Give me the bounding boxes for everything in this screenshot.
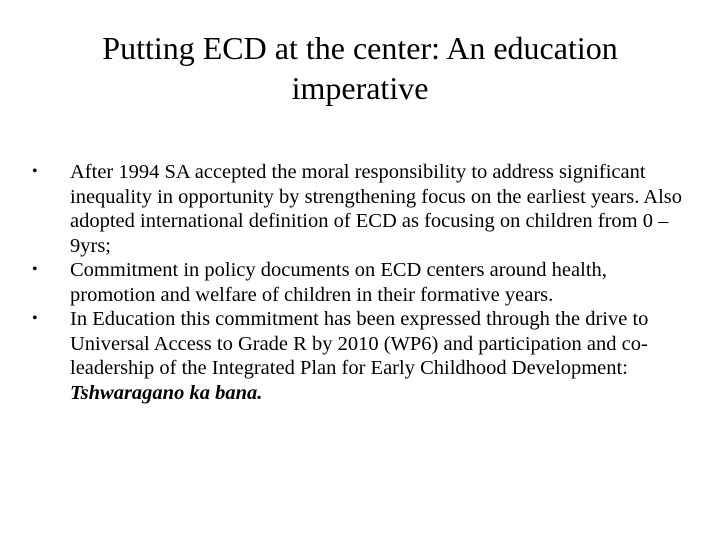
bullet-item-3 xyxy=(30,307,690,405)
bullet-icon: • xyxy=(32,163,38,180)
bullet-text: After 1994 SA accepted the moral responsibility to address significant inequality in opportunity by strengthening focus on the earliest years. Also adopted international definition of ECD as focusing on children from 0 – 9yrs; xyxy=(70,161,683,257)
bullet-icon: • xyxy=(32,310,38,327)
bullet-icon: • xyxy=(32,261,38,278)
bullet-emphasis: Tshwaragano ka bana. xyxy=(70,381,263,404)
bullet-item-2 xyxy=(30,258,690,307)
bullet-item-1 xyxy=(30,160,690,258)
bullet-text: In Education this commitment has been expressed through the drive to Universal Access to Grade R by 2010 (WP6) and participation and co-leadership of the Integrated Plan for Early Childhood Development: xyxy=(70,308,649,379)
bullet-list xyxy=(30,160,690,405)
bullet-text: Commitment in policy documents on ECD centers around health, promotion and welfare of children in their formative years. xyxy=(70,259,607,306)
slide-title: Putting ECD at the center: An education imperative xyxy=(102,30,618,106)
